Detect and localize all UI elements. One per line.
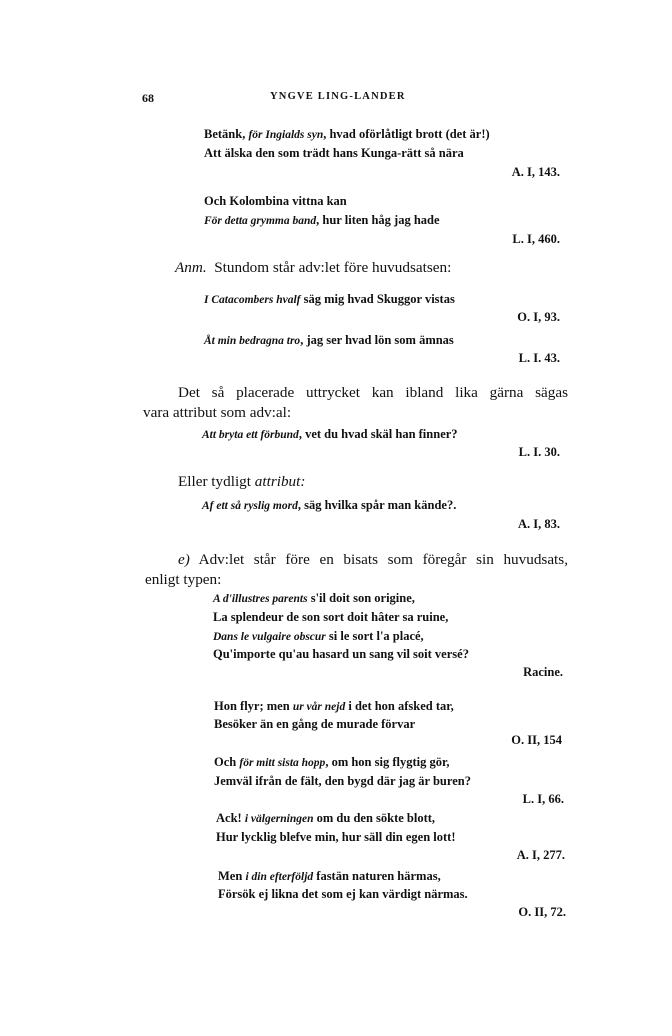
citation-reference [519,446,560,459]
quotation-line [213,592,415,606]
italic-text: I Catacombers hvalf [204,294,301,306]
text-segment: , hur liten håg jag hade [316,213,440,227]
text-segment: , vet du hvad skäl han finner? [298,427,458,441]
text-segment: , jag ser hvad lön som ämnas [300,333,454,347]
running-title: YNGVE LING-LANDER [270,91,406,102]
body-text-line [145,572,221,587]
text-segment: O. I, 93. [517,310,560,324]
text-segment: Racine. [523,665,563,679]
italic-text: för mitt sista hopp [239,757,326,769]
body-text-line [178,385,568,400]
citation-reference [518,518,560,531]
body-text-line [178,474,305,489]
text-segment: A. I, 143. [511,165,560,179]
quotation-line [218,888,468,901]
italic-text: Af ett så ryslig mord [202,500,298,512]
citation-reference [523,666,563,679]
italic-text: e) [178,551,190,568]
italic-text: Åt min bedragna tro [204,335,301,347]
text-segment: s'il doit son origine, [307,591,415,605]
text-segment: Och Kolombina vittna kan [204,194,347,208]
page-number: 68 [142,91,154,105]
text-segment: Besöker än en gång de murade förvar [214,717,416,731]
text-segment: säg mig hvad Skuggor vistas [300,292,455,306]
citation-reference [511,734,562,747]
quotation-line [218,870,441,884]
citation-reference [519,352,560,365]
text-segment: Eller tydligt [178,473,255,490]
text-segment: L. I, 66. [522,792,564,806]
italic-text: A d'illustres parents [213,593,308,605]
quotation-line [213,648,469,661]
citation-reference [517,311,560,324]
text-segment: Jemväl ifrån de fält, den bygd där jag är buren? [214,774,471,788]
quotation-line [213,611,448,624]
italic-text: ur vår nejd [292,701,346,713]
text-segment: L. I. 30. [518,445,560,459]
quotation-line [204,147,464,160]
text-segment: fastän naturen härmas, [313,869,441,883]
italic-text: Dans le vulgaire obscur [213,631,326,643]
text-segment: Adv:let står före en bisats som föregår sin huvudsats, [189,551,568,568]
citation-reference [512,233,560,246]
text-segment: vara attribut som adv:al: [143,404,292,421]
quotation-line [204,214,440,228]
text-segment: , hvad oförlåtligt brott (det är!) [323,127,490,141]
quotation-line [214,718,415,731]
text-segment: Att älska den som trädt hans Kunga-rätt så nära [204,146,464,160]
citation-reference [523,793,564,806]
italic-text: För detta grymma band [204,215,317,227]
text-segment: Hur lycklig blefve min, hur säll din egen lott! [216,830,456,844]
citation-reference [512,166,560,179]
quotation-line [216,812,435,826]
text-segment: , om hon sig flygtig gör, [325,755,450,769]
text-segment: La splendeur de son sort doit hâter sa ruine, [213,610,449,624]
text-segment: L. I, 460. [512,232,560,246]
quotation-line [216,831,455,844]
quotation-line [214,756,450,770]
text-segment: O. II, 154 [511,733,562,747]
text-segment: enligt typen: [145,571,222,588]
quotation-line [202,428,458,442]
quotation-line [214,700,454,714]
quotation-line [202,499,456,513]
text-segment: Men [218,869,246,883]
text-segment: A. I, 277. [516,848,565,862]
body-text-line [143,405,291,420]
text-segment: , säg hvilka spår man kände?. [297,498,457,512]
citation-reference [518,906,566,919]
text-segment: Försök ej likna det som ej kan värdigt närmas. [218,887,468,901]
body-text-line [178,552,568,567]
quotation-line [204,128,490,142]
quotation-line [213,630,424,644]
text-segment: A. I, 83. [517,517,560,531]
italic-text: attribut: [254,473,306,490]
text-segment: Hon flyr; men [214,699,293,713]
body-text-line [175,260,451,275]
text-segment: om du den sökte blott, [313,811,436,825]
italic-text: för Ingialds syn [248,129,324,141]
text-segment: Det så placerade uttrycket kan ibland lika gärna sägas [178,384,568,401]
text-segment: i det hon afsked tar, [345,699,454,713]
quotation-line [204,334,454,348]
text-segment: Och [214,755,240,769]
italic-text: Att bryta ett förbund [202,429,299,441]
italic-text: i välgerningen [244,813,314,825]
text-segment: Betänk, [204,127,249,141]
italic-text: Anm. [175,259,207,276]
quotation-line [204,293,455,307]
quotation-line [214,775,471,788]
text-segment: Qu'importe qu'au hasard un sang vil soit versé? [213,647,469,661]
quotation-line [204,195,347,208]
text-segment: si le sort l'a placé, [325,629,424,643]
text-segment: O. II, 72. [518,905,566,919]
citation-reference [517,849,565,862]
text-segment: Ack! [216,811,245,825]
text-segment: L. I. 43. [518,351,560,365]
text-segment: Stundom står adv:let före huvudsatsen: [206,259,452,276]
italic-text: i din efterföljd [245,871,314,883]
